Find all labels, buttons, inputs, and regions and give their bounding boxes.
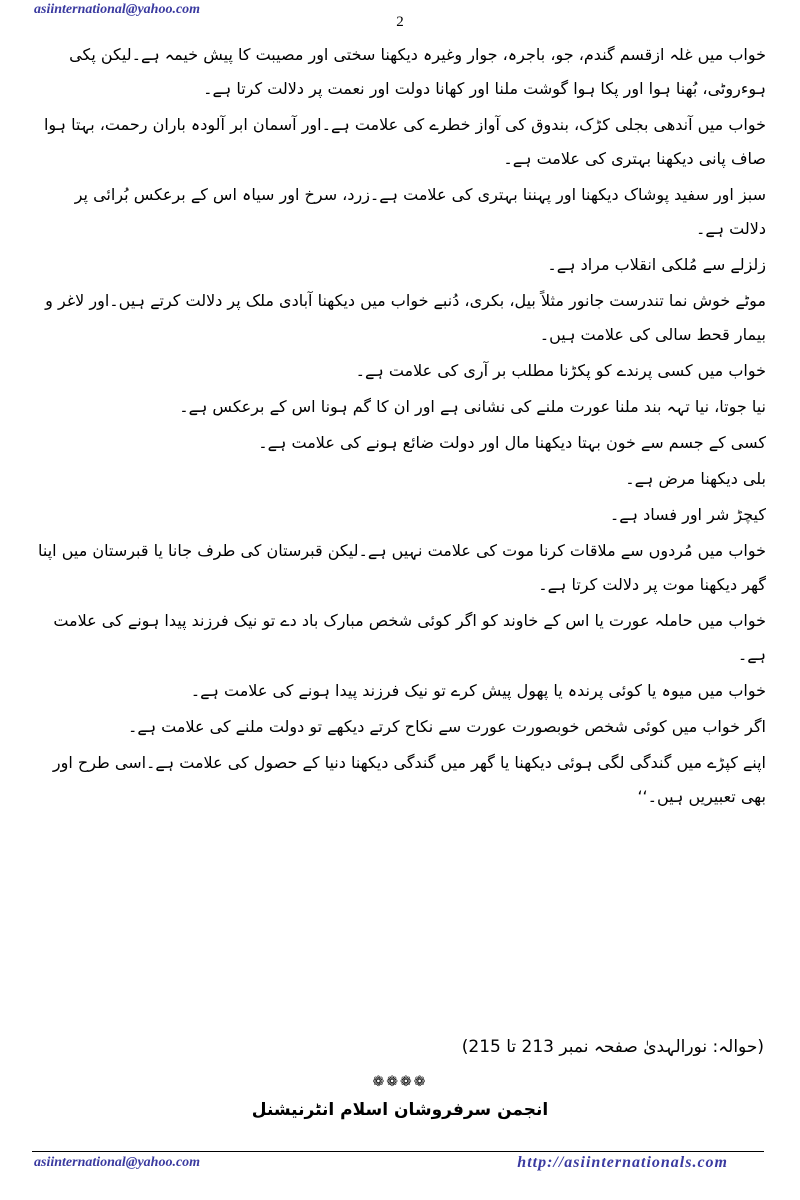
paragraph: نیا جوتا، نیا تہہ بند ملنا عورت ملنے کی نشانی ہے اور ان کا گم ہونا اس کے برعکس ہے۔	[179, 397, 766, 416]
reference-citation: (حوالہ: نورالہدیٰ صفحہ نمبر 213 تا 215)	[461, 1037, 764, 1057]
paragraph: خواب میں غلہ ازقسم گندم، جو، باجرہ، جوار وغیرہ دیکھنا سختی اور مصیبت کا پیش خیمہ ہے۔لیکن پکی ہوءروٹی، بُھنا ہوا اور پکا ہوا گوشت ملنا اور کھانا دولت اور نعمت پر دلالت کرتا ہے۔	[69, 45, 766, 98]
header-email[interactable]: asiinternational@yahoo.com	[34, 2, 201, 17]
document-body	[36, 38, 766, 816]
paragraph: خواب میں مُردوں سے ملاقات کرنا موت کی علامت نہیں ہے۔لیکن قبرستان کی طرف جانا یا قبرستان میں اپنا گھر دیکھنا موت پر دلالت کرتا ہے۔	[38, 541, 766, 594]
footer-divider	[32, 1151, 764, 1152]
page-number: 2	[396, 14, 404, 30]
paragraph: خواب میں حاملہ عورت یا اس کے خاوند کو اگر کوئی شخص مبارک باد دے تو نیک فرزند پیدا ہونے کی علامت ہے۔	[53, 611, 766, 664]
paragraph: کیچڑ شر اور فساد ہے۔	[609, 505, 766, 524]
paragraph: کسی کے جسم سے خون بہتا دیکھنا مال اور دولت ضائع ہونے کی علامت ہے۔	[258, 433, 766, 452]
footer-website-link[interactable]: http://asiinternationals.com	[517, 1154, 728, 1171]
paragraph: بلی دیکھنا مرض ہے۔	[625, 469, 766, 488]
footer-email[interactable]: asiinternational@yahoo.com	[34, 1155, 201, 1170]
organization-name: انجمن سرفروشان اسلام انٹرنیشنل	[251, 1100, 549, 1120]
paragraph: خواب میں آندھی بجلی کڑک، بندوق کی آواز خطرے کی علامت ہے۔اور آسمان ابر آلودہ باران رحمت، بہتا ہوا صاف پانی دیکھنا بہتری کی علامت ہے۔	[43, 115, 766, 168]
paragraph: خواب میں کسی پرندے کو پکڑنا مطلب بر آری کی علامت ہے۔	[355, 361, 766, 380]
paragraph: موٹے خوش نما تندرست جانور مثلاً بیل، بکری، دُنبے خواب میں دیکھنا آبادی ملک پر دلالت کرتے ہیں۔اور لاغر و بیمار قحط سالی کی علامت ہیں۔	[45, 291, 766, 344]
paragraph: خواب میں میوہ یا کوئی پرندہ یا پھول پیش کرے تو نیک فرزند پیدا ہونے کی علامت ہے۔	[190, 681, 766, 700]
paragraph: زلزلے سے مُلکی انقلاب مراد ہے۔	[547, 255, 766, 274]
flower-ornament-icon: ❁❁❁❁	[372, 1074, 428, 1090]
paragraph: اگر خواب میں کوئی شخص خوبصورت عورت سے نکاح کرتے دیکھے تو دولت ملنے کی علامت ہے۔	[127, 717, 766, 736]
paragraph: سبز اور سفید پوشاک دیکھنا اور پہننا بہتری کی علامت ہے۔زرد، سرخ اور سیاہ اس کے برعکس بُرائی پر دلالت ہے۔	[74, 185, 766, 238]
paragraph: اپنے کپڑے میں گندگی لگی ہوئی دیکھنا یا گھر میں گندگی دیکھنا دنیا کے حصول کی علامت ہے۔اسی طرح اور بھی تعبیریں ہیں۔‘‘	[52, 753, 766, 806]
